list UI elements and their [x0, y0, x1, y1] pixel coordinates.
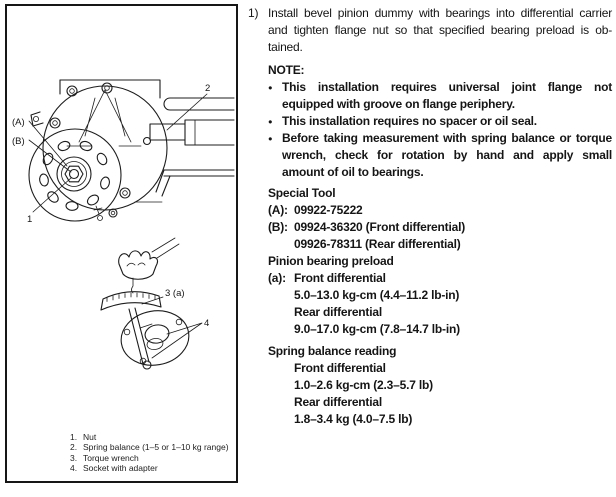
tool-b-value: 09924-36320 (Front differential): [294, 220, 465, 234]
arm-lines: [152, 238, 179, 258]
preload-heading: Pinion bearing preload: [268, 254, 394, 268]
legend-text: Torque wrench: [83, 452, 139, 463]
bullet-line: This installation requires no spacer or oil seal.: [282, 114, 537, 128]
step-line: tained.: [268, 40, 303, 54]
spring-front-value: 1.0–2.6 kg-cm (2.3–5.7 lb): [294, 378, 433, 392]
tool-b-label: (B):: [268, 220, 288, 234]
legend-text: Socket with adapter: [83, 463, 158, 474]
special-tool-section: [268, 185, 612, 338]
legend-item-nut: [70, 432, 236, 442]
spring-front-label: Front differential: [294, 361, 386, 375]
note-heading: NOTE:: [268, 63, 305, 77]
callout-1-label: 1: [27, 214, 33, 225]
callout-3a-label: 3 (a): [165, 288, 185, 299]
bullet-line: This installation requires universal joint flange not: [282, 80, 612, 94]
legend-num: 3.: [70, 452, 78, 463]
tool-a-value: 09922-75222: [294, 203, 363, 217]
bullet-line: Before taking measurement with spring balance or torque: [282, 131, 612, 145]
preload-front-value: 5.0–13.0 kg-cm (4.4–11.2 lb-in): [294, 288, 460, 302]
special-tool-a-row: [268, 202, 612, 219]
bullet-icon: ●: [268, 134, 273, 143]
instruction-column: [248, 5, 612, 428]
bullet-text: [282, 113, 612, 130]
legend-text: Spring balance (1–5 or 1–10 kg range): [83, 442, 229, 453]
figure-legend: [70, 432, 236, 474]
preload-measurement-drawing: [101, 238, 209, 370]
preload-front-label: Front differential: [294, 271, 386, 285]
legend-item-spring-balance: [70, 442, 236, 452]
step-text: [268, 5, 612, 56]
note-section: [268, 62, 612, 181]
bullet-line: equipped with groove on flange periphery.: [282, 97, 515, 111]
preload-a-row: [268, 270, 612, 287]
callout-4-label: 4: [204, 318, 210, 329]
figure-box: [5, 4, 238, 483]
spring-balance-section: [268, 343, 612, 428]
step-number: 1): [248, 6, 259, 20]
differential-carrier-drawing: [12, 80, 234, 225]
legend-item-socket-adapter: [70, 463, 236, 473]
bullet-line: amount of oil to bearings.: [282, 165, 424, 179]
legend-num: 2.: [70, 442, 78, 453]
callout-b-label: (B): [12, 136, 25, 147]
legend-item-torque-wrench: [70, 453, 236, 463]
legend-text: Nut: [83, 432, 97, 442]
note-bullet-universal-joint: [268, 79, 612, 113]
spring-rear-label: Rear differential: [294, 395, 382, 409]
tool-b-value-2: 09926-78311 (Rear differential): [294, 237, 461, 251]
bullet-line: wrench, check for rotation by hand and apply small: [282, 148, 612, 162]
leader-a: [29, 121, 67, 166]
leader-b: [29, 140, 71, 172]
callout-a-label: (A): [12, 117, 25, 128]
preload-a-label: (a):: [268, 271, 286, 285]
leader-2: [167, 94, 207, 130]
legend-num: 4.: [70, 463, 78, 474]
note-bullet-check-rotation: [268, 130, 612, 181]
note-bullet-no-spacer: [268, 113, 612, 130]
special-tool-b-row: [268, 219, 612, 236]
step-1-paragraph: [248, 5, 612, 56]
callout-2-label: 2: [205, 83, 211, 94]
step-line: and tighten flange nut so that specified bearing preload is ob-: [268, 23, 612, 37]
preload-rear-label: Rear differential: [294, 305, 382, 319]
flange-wrench-socket: [117, 306, 193, 371]
leader-4: [152, 323, 202, 358]
bullet-icon: ●: [268, 83, 273, 92]
flange-disc: [29, 129, 121, 221]
legend-num: 1.: [70, 432, 78, 442]
spring-rear-value: 1.8–3.4 kg (4.0–7.5 lb): [294, 412, 413, 426]
step-line: Install bevel pinion dummy with bearings into differential carrier: [268, 6, 612, 20]
technical-illustration: [7, 6, 236, 481]
spring-balance-heading: Spring balance reading: [268, 344, 397, 358]
bullet-text: [282, 130, 612, 181]
bullet-text: [282, 79, 612, 113]
preload-rear-value: 9.0–17.0 kg-cm (7.8–14.7 lb-in): [294, 322, 460, 336]
special-tool-heading: Special Tool: [268, 186, 336, 200]
bullet-icon: ●: [268, 117, 273, 126]
tool-a-label: (A):: [268, 203, 288, 217]
